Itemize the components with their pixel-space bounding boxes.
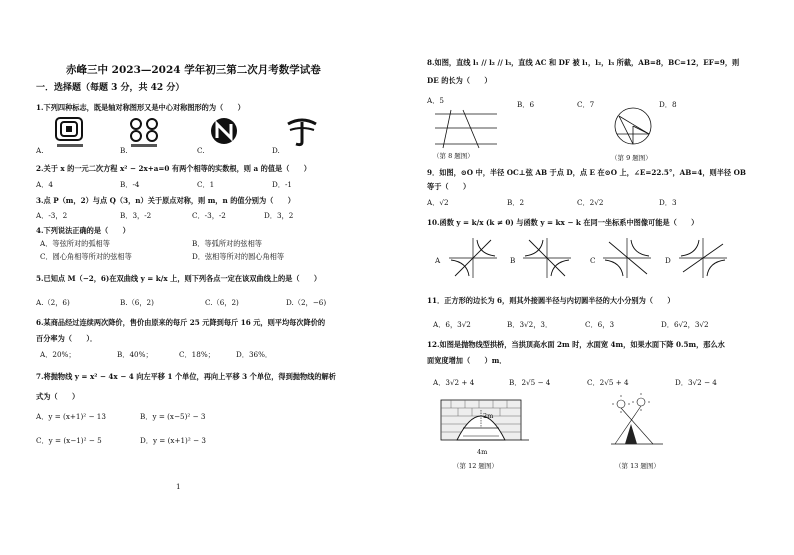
q9-stem-line2: 等于（ ）	[427, 182, 471, 191]
figure-9-circle	[609, 104, 657, 152]
figure-12-label-4m: 4m	[477, 448, 488, 456]
q1-option-d[interactable]: D.	[272, 146, 280, 155]
q10-graph-a	[447, 236, 499, 280]
q11-option-b[interactable]: B．3√2，3．	[507, 320, 553, 329]
q9-option-d[interactable]: D．3	[659, 198, 677, 207]
q5-option-d[interactable]: D.（2，−6)	[286, 298, 327, 307]
q12-stem-line1: 12.如图是抛物线型拱桥，当拱顶高水面 2m 时，水面宽 4m，如果水面下降 0.5m，那么水	[427, 340, 725, 349]
unicom-logo-icon	[52, 116, 92, 150]
q2-option-b[interactable]: B．-4	[120, 180, 140, 189]
q10-option-d[interactable]: D	[665, 256, 671, 265]
q8-option-c[interactable]: C．7	[577, 100, 595, 109]
q9-option-b[interactable]: B．2	[507, 198, 525, 207]
q12-option-d[interactable]: D．3√2 − 4	[675, 378, 717, 387]
q6-option-c[interactable]: C．18%；	[179, 350, 215, 359]
figure-12-label-2m: 2m	[483, 412, 494, 420]
q12-stem-line2: 面宽度增加（ ）m．	[427, 356, 507, 365]
q10-option-c[interactable]: C	[590, 256, 596, 265]
q3-stem: 3.点 P（m，2）与点 Q（3，n）关于原点对称，则 m，n 的值分别为（ ）	[36, 196, 295, 205]
q1-option-b[interactable]: B.	[120, 146, 128, 155]
q4-stem: 4.下列说法正确的是（ ）	[36, 226, 130, 235]
q3-option-d[interactable]: D．3，2	[264, 211, 294, 220]
q7-option-c[interactable]: C．y = (x−1)² − 5	[36, 436, 102, 445]
q10-option-b[interactable]: B	[510, 256, 516, 265]
figure-8-parallel-lines	[433, 108, 503, 150]
q11-option-c[interactable]: C．6，3	[585, 320, 615, 329]
q5-option-a[interactable]: A.（2，6)	[36, 298, 70, 307]
q11-stem: 11．正方形的边长为 6，则其外接圆半径与内切圆半径的大小分别为（ ）	[427, 296, 675, 305]
telecom-logo-icon	[284, 116, 320, 150]
q6-option-d[interactable]: D．36%．	[236, 350, 273, 359]
q5-stem: 5.已知点 M（−2，6)在双曲线 y = k/x 上，则下列各点一定在该双曲线上的是（ ）	[36, 274, 322, 283]
q6-option-a[interactable]: A．20%；	[40, 350, 76, 359]
q7-stem-line1: 7.将抛物线 y = x² − 4x − 4 向左平移 1 个单位，再向上平移 3 个单位，得到抛物线的解析	[36, 372, 336, 381]
q1-stem: 1.下列四种标志，既是轴对称图形又是中心对称图形的为（ ）	[36, 103, 245, 112]
q11-option-d[interactable]: D．6√2，3√2	[661, 320, 709, 329]
q1-option-a[interactable]: A.	[36, 146, 44, 155]
right-page	[397, 0, 794, 555]
q6-stem-line1: 6.某商品经过连续两次降价，售价由原来的每斤 25 元降到每斤 16 元，则平均每次降价的	[36, 318, 326, 327]
q6-stem-line2: 百分率为（ ）．	[36, 334, 98, 343]
q2-option-d[interactable]: D．-1	[272, 180, 292, 189]
q4-option-d[interactable]: D．弦相等所对的圆心角相等	[192, 252, 285, 261]
figure-12-arch-bridge	[439, 396, 531, 448]
q7-stem-line2: 式为（ ）	[36, 392, 80, 401]
q10-graph-b	[521, 236, 573, 280]
chinese-knot-logo-icon	[125, 116, 165, 150]
q2-option-a[interactable]: A．4	[36, 180, 53, 189]
q6-option-b[interactable]: B．40%；	[117, 350, 153, 359]
q8-option-b[interactable]: B．6	[517, 100, 535, 109]
section-heading: 一．选择题（每题 3 分，共 42 分）	[36, 83, 185, 93]
q4-option-a[interactable]: A．等弦所对的弧相等	[40, 239, 110, 248]
q10-stem: 10.函数 y = k/x (k ≠ 0) 与函数 y = kx − k 在同一坐标系中图像可能是（ ）	[427, 218, 699, 227]
figure-13-caption: （第 13 题图）	[615, 462, 660, 470]
q8-option-a[interactable]: A．5	[427, 96, 444, 105]
q5-option-c[interactable]: C.（6，2)	[205, 298, 239, 307]
q7-option-b[interactable]: B．y = (x−5)² − 3	[140, 412, 206, 421]
q12-option-a[interactable]: A．3√2 + 4	[433, 378, 475, 387]
exam-title: 赤峰三中 2023—2024 学年初三第二次月考数学试卷	[66, 64, 321, 76]
q1-option-c[interactable]: C.	[197, 146, 205, 155]
q10-graph-d	[677, 236, 729, 280]
q10-option-a[interactable]: A	[435, 256, 441, 265]
q2-option-c[interactable]: C．1	[197, 180, 215, 189]
page-number: 1	[176, 482, 181, 491]
q12-option-c[interactable]: C．2√5 + 4	[587, 378, 629, 387]
q2-stem: 2.关于 x 的一元二次方程 x² − 2x+a=0 有两个相等的实数根，则 a 的值是（ ）	[36, 164, 311, 173]
n-emblem-logo-icon	[207, 116, 243, 150]
figure-13-shadow	[609, 394, 665, 450]
q11-option-a[interactable]: A．6，3√2	[433, 320, 471, 329]
q8-stem-line2: DE 的长为（ ）	[427, 76, 492, 85]
figure-8-caption: （第 8 题图）	[433, 152, 474, 160]
q8-option-d[interactable]: D．8	[659, 100, 677, 109]
q10-graph-c	[601, 236, 653, 280]
q4-option-c[interactable]: C．圆心角相等所对的弦相等	[40, 252, 132, 261]
q3-option-a[interactable]: A．-3，2	[36, 211, 68, 220]
q9-option-c[interactable]: C．2√2	[577, 198, 604, 207]
q4-option-b[interactable]: B．等弧所对的弦相等	[192, 239, 262, 248]
figure-9-caption: （第 9 题图）	[611, 154, 652, 162]
q8-stem-line1: 8.如图，直线 l₁ // l₂ // l₃，直线 AC 和 DF 被 l₁，l₂，l₃ 所截，AB=8，BC=12，EF=9，则	[427, 58, 740, 67]
q9-option-a[interactable]: A．√2	[427, 198, 449, 207]
q9-stem-line1: 9．如图，⊙O 中，半径 OC⊥弦 AB 于点 D，点 E 在⊙O 上，∠E=22.5°，AB=4，则半径 OB	[427, 168, 746, 177]
q3-option-b[interactable]: B．3，-2	[120, 211, 152, 220]
figure-12-caption: （第 12 题图）	[453, 462, 498, 470]
q3-option-c[interactable]: C．-3，-2	[192, 211, 226, 220]
q7-option-a[interactable]: A．y = (x+1)² − 13	[36, 412, 106, 421]
q5-option-b[interactable]: B.（6，2)	[120, 298, 154, 307]
q12-option-b[interactable]: B．2√5 − 4	[509, 378, 551, 387]
q7-option-d[interactable]: D．y = (x+1)² − 3	[140, 436, 206, 445]
